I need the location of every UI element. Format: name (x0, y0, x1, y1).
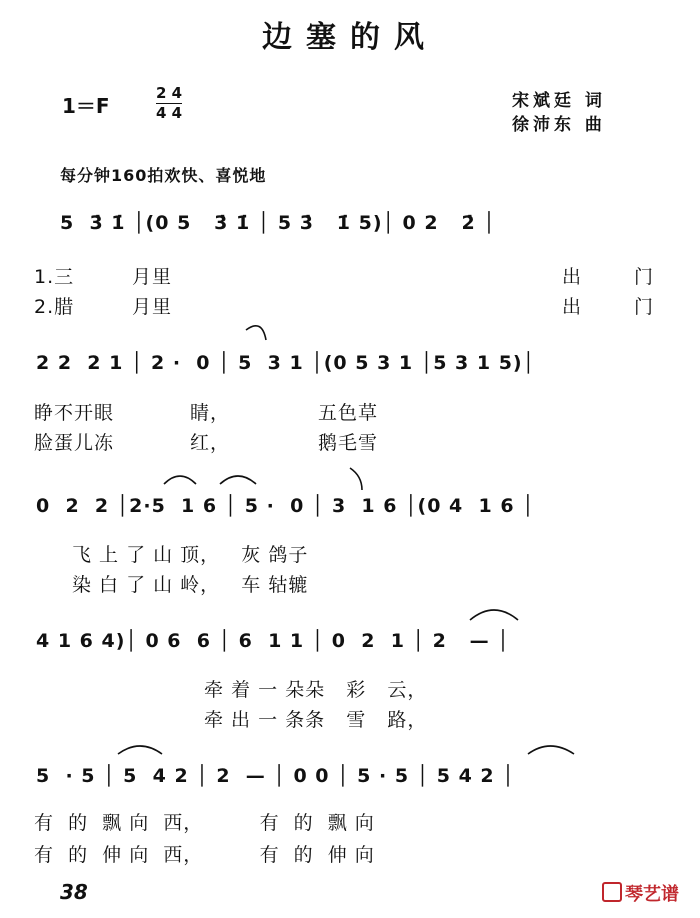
watermark-text: 琴艺谱 (625, 884, 679, 905)
lyric-row-2-v2-c: 鹅毛雪 (318, 432, 379, 454)
lyric-row-1-v2-c: 出 (562, 296, 583, 318)
lyric-row-1-v2-b: 月里 (132, 296, 173, 318)
slur-mark (350, 468, 362, 490)
lyric-row-2-v1-b: 睛， (190, 402, 231, 424)
lyric-row-2-v1-c: 五色草 (318, 402, 379, 424)
key-signature: 1＝F (62, 94, 110, 118)
composer-credit: 徐沛东 曲 (512, 115, 606, 135)
slur-mark (118, 746, 162, 754)
lyric-row-2-v2-a: 脸蛋儿冻 (34, 432, 115, 454)
lyric-row-1-v1-c: 出 (562, 266, 583, 288)
lyricist-credit: 宋斌廷 词 (512, 91, 606, 111)
lyric-row-4-v2: 牵 出 一 条条 雪 路， (204, 709, 428, 731)
lyric-row-4-v1: 牵 着 一 朵朵 彩 云， (204, 679, 428, 701)
lyric-row-2-v2-b: 红， (190, 432, 231, 454)
lyric-row-3-v2: 染 白 了 山 岭， 车 轱辘 (72, 574, 309, 596)
lyric-row-1-v2-a: 2.腊 (34, 296, 75, 318)
watermark (602, 880, 679, 906)
notation-row-3: 0 2 2 │2·5 1 6 │ 5 · 0 │ 3 1 6 │(0 4 1 6 │ (36, 495, 535, 517)
time-signature-bottom: 4 4 (156, 104, 183, 122)
lyric-row-1-v1-a: 1.三 (34, 266, 75, 288)
notation-row-2: 2 2 2 1 │ 2 · 0 │ 5 3 1 │(0 5 3 1 │5 3 1 5)│ (36, 352, 536, 374)
slur-mark (528, 746, 574, 754)
notation-row-1: 5 3̇ 1̇ │(0 5 3̇ 1̇ │ 5 3̇ 1̇ 5)│ 0 2 2̇ │ (60, 212, 496, 234)
lyric-row-5-v1: 有 的 飘 向 西， 有 的 飘 向 (34, 812, 375, 834)
slur-mark (246, 326, 266, 340)
song-title: 边塞的风 (262, 20, 438, 55)
time-signature-top: 2 4 (156, 84, 183, 102)
notation-row-5: 5 · 5 │ 5 4 2 │ 2 — │ 0 0 │ 5 · 5 │ 5 4 2 │ (36, 765, 515, 787)
lyric-row-5-v2: 有 的 伸 向 西， 有 的 伸 向 (34, 844, 375, 866)
slur-mark (470, 610, 518, 620)
page-number: 38 (60, 880, 88, 904)
lyric-row-1-v2-d: 门 (634, 296, 655, 318)
tempo-marking: 每分钟160拍欢快、喜悦地 (60, 166, 267, 185)
lyric-row-2-v1-a: 睁不开眼 (34, 402, 115, 424)
lyric-row-3-v1: 飞 上 了 山 顶， 灰 鸽子 (72, 544, 309, 566)
notation-row-4: 4 1 6 4)│ 0 6 6 │ 6 1 1 │ 0 2 1 │ 2 — │ (36, 630, 510, 652)
lyric-row-1-v1-d: 门 (634, 266, 655, 288)
lyric-row-1-v1-b: 月里 (132, 266, 173, 288)
slur-mark (220, 476, 256, 484)
brand-logo-icon (602, 882, 622, 902)
slur-mark (164, 476, 196, 484)
